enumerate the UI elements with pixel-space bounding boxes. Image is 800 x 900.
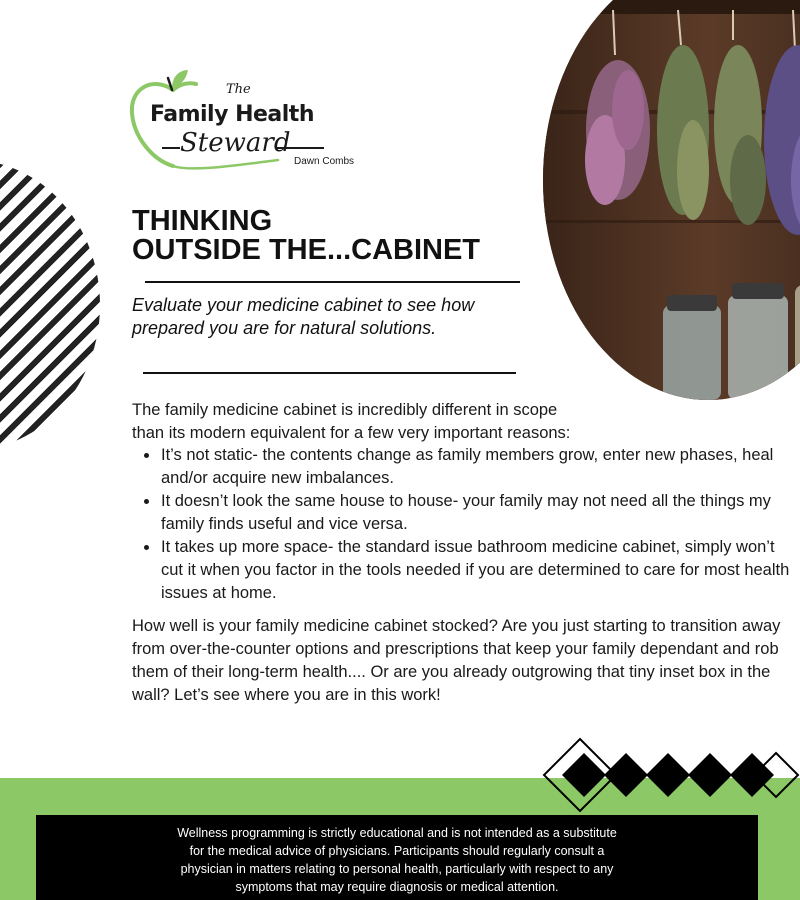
title-line-1: THINKING: [132, 205, 273, 237]
list-item: [140, 444, 795, 490]
list-item: [140, 490, 795, 536]
bullet-dot-icon: [144, 545, 149, 550]
disclaimer-box: [36, 815, 758, 900]
list-item: [140, 536, 795, 605]
striped-half-circle-decoration: [0, 160, 100, 450]
list-item-text: It doesn’t look the same house to house- your family may not need all the things my family finds useful and vice versa.: [161, 492, 771, 533]
logo-family-health-text: Family Health: [150, 102, 314, 127]
dried-herbs-photo: [543, 0, 800, 400]
reasons-list: [140, 444, 795, 605]
title-divider-top: [145, 281, 520, 283]
closing-paragraph: How well is your family medicine cabinet stocked? Are you just starting to transition away from over-the-counter options and prescriptions that keep your family dependant and rob them of their long-term health.... Or are you already outgrowing that tiny inset box in the wall? Let’s see where you are in this work!: [132, 617, 781, 704]
title-line-2: OUTSIDE THE...CABINET: [132, 234, 481, 266]
disclaimer-line-4: symptoms that may require diagnosis or medical attention.: [235, 880, 559, 894]
list-item-text: It’s not static- the contents change as family members grow, enter new phases, heal and/or acquire new imbalances.: [161, 446, 774, 487]
diamond-pattern-decoration: [540, 735, 800, 815]
logo-steward-text: Steward: [180, 128, 291, 158]
page-title: [132, 207, 480, 265]
title-divider-bottom: [143, 372, 516, 374]
family-health-steward-logo: [128, 68, 368, 173]
logo-author-name: Dawn Combs: [294, 156, 355, 167]
bullet-dot-icon: [144, 499, 149, 504]
logo-the-text: The: [226, 82, 251, 97]
intro-line-2: than its modern equivalent for a few very important reasons:: [132, 424, 571, 442]
bullet-dot-icon: [144, 453, 149, 458]
disclaimer-line-3: physician in matters relating to personal health, particularly with respect to any: [180, 862, 614, 876]
lead-subtitle: Evaluate your medicine cabinet to see how prepared you are for natural solutions.: [132, 295, 475, 338]
list-item-text: It takes up more space- the standard issue bathroom medicine cabinet, simply won’t cut it when you factor in the tools needed if you are determined to care for most health issues at home.: [161, 538, 790, 602]
intro-paragraph: [132, 399, 792, 445]
intro-line-1: The family medicine cabinet is incredibly different in scope: [132, 401, 558, 419]
disclaimer-line-2: for the medical advice of physicians. Participants should regularly consult a: [189, 844, 605, 858]
disclaimer-line-1: Wellness programming is strictly educational and is not intended as a substitute: [177, 826, 617, 840]
